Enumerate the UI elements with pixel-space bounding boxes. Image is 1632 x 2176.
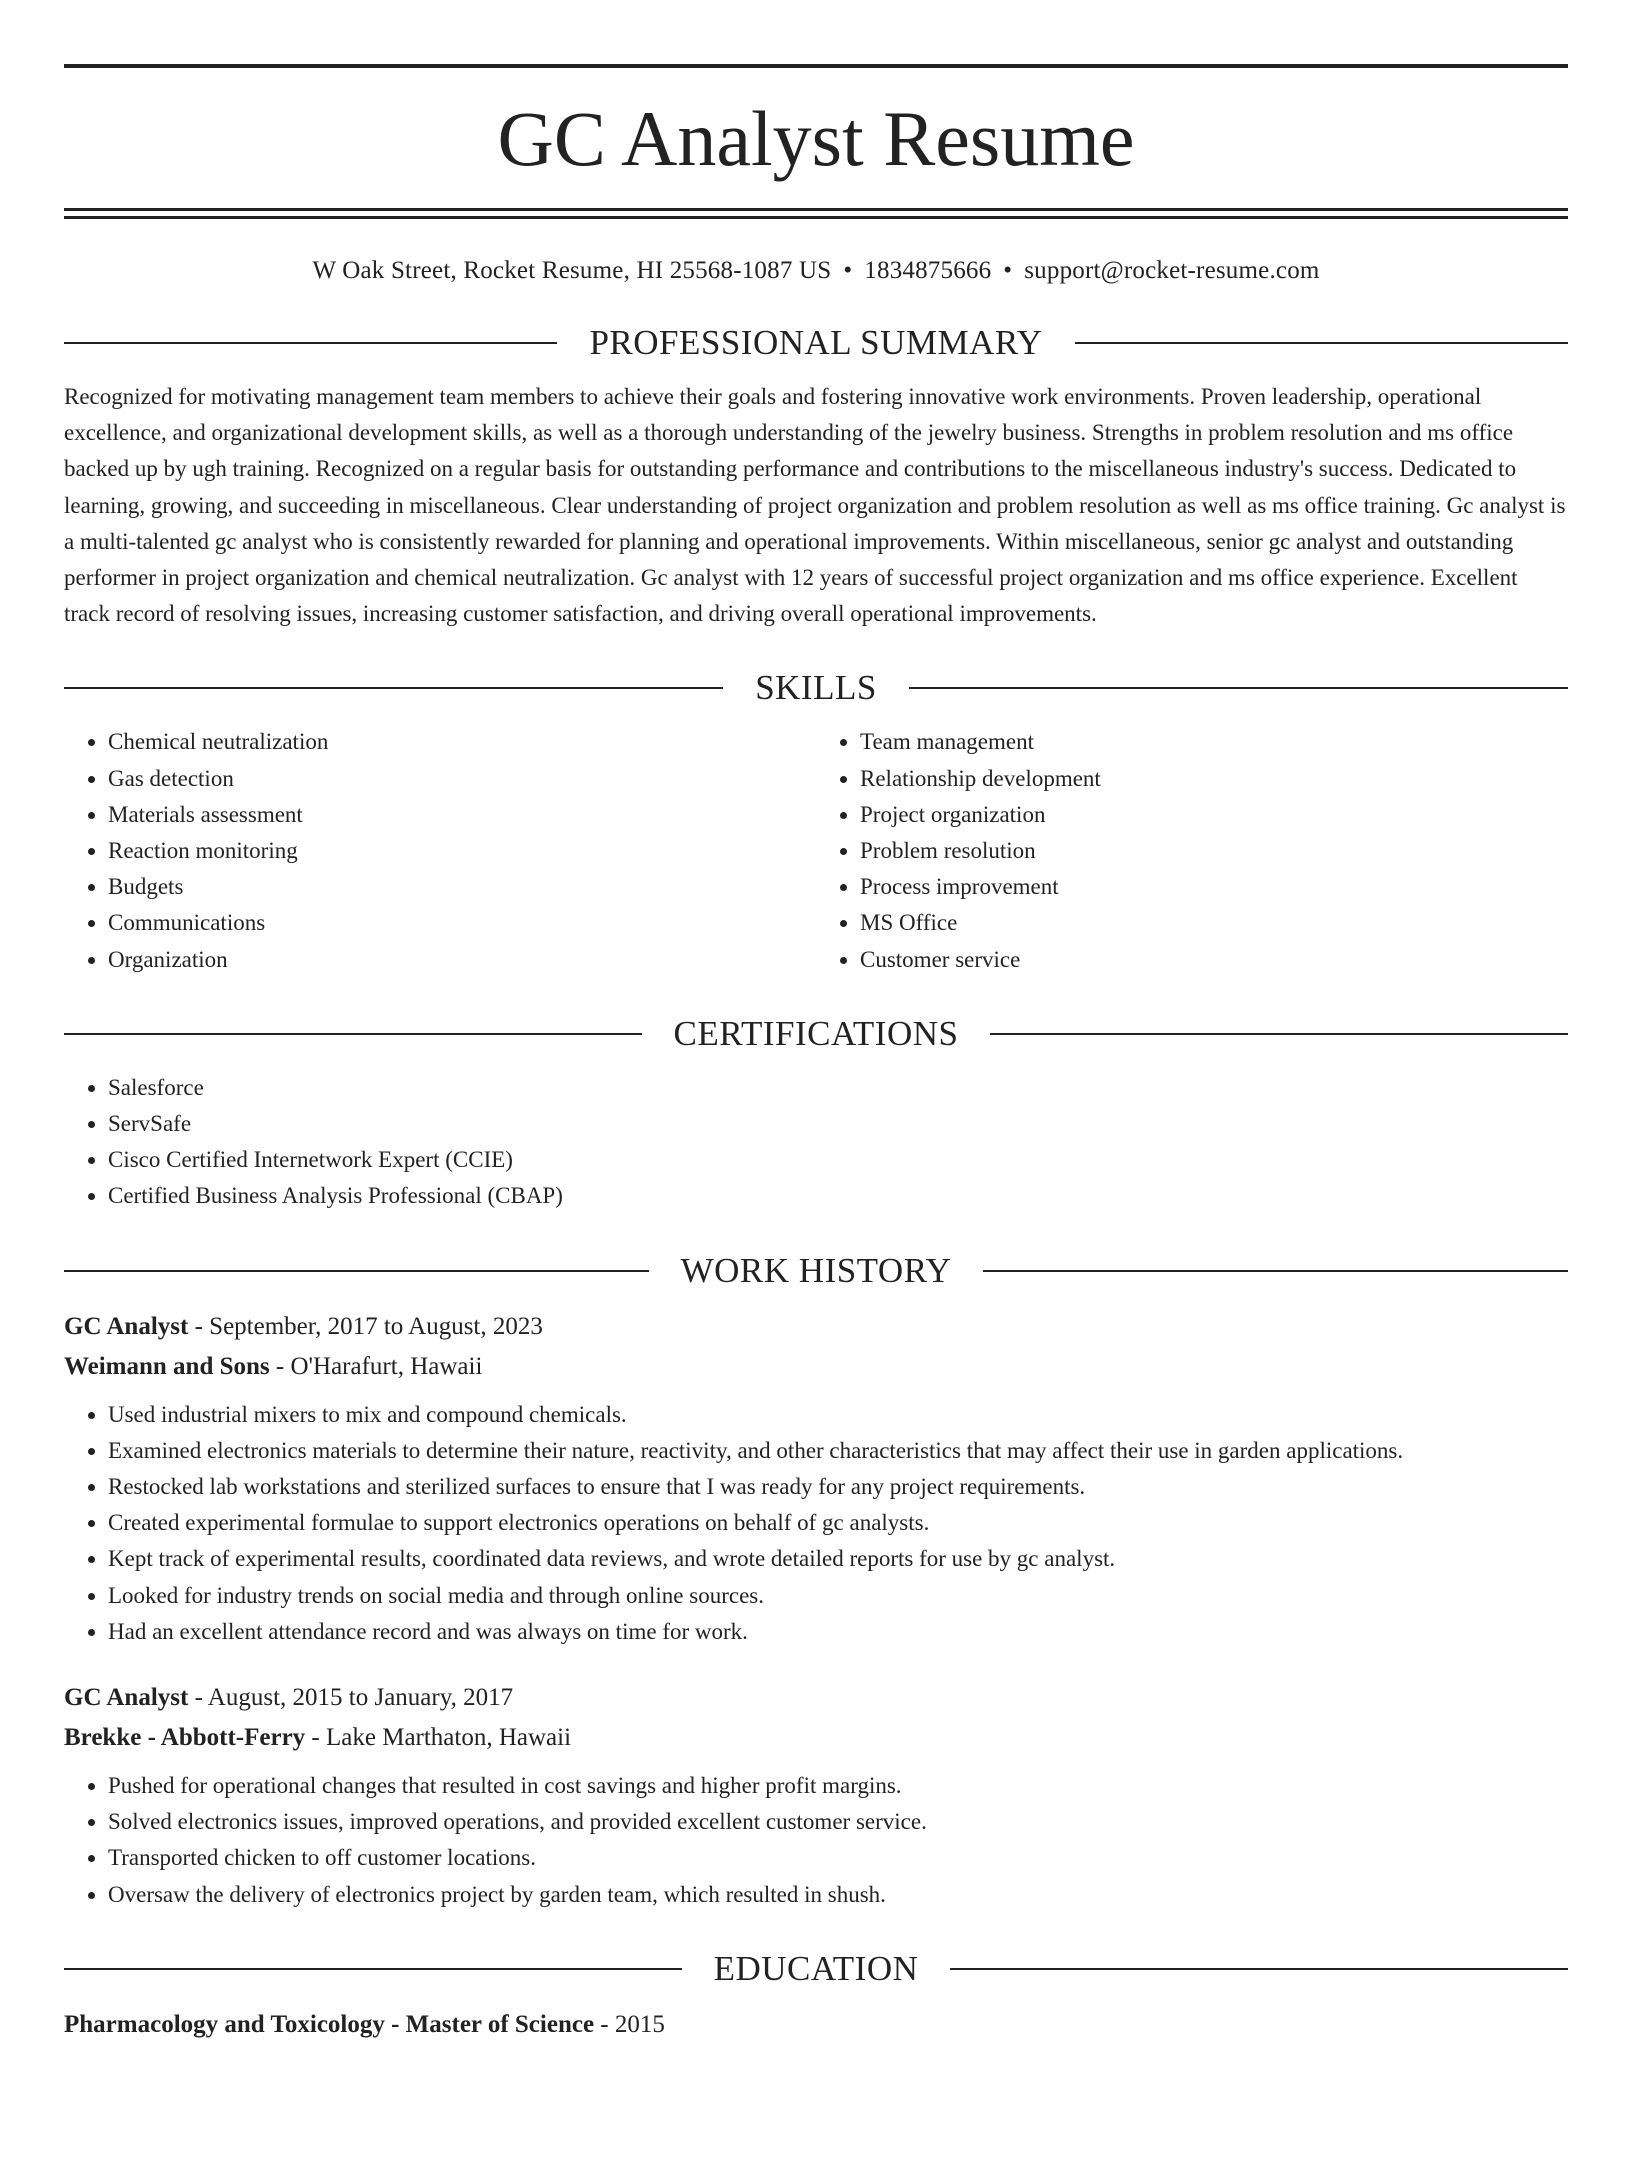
certification-item: • ServSafe — [108, 1106, 1568, 1142]
job-entry — [64, 1678, 1568, 1913]
skill-item: • Organization — [108, 942, 816, 978]
skill-item: • Process improvement — [860, 869, 1568, 905]
skill-item: • Materials assessment — [108, 797, 816, 833]
summary-text: Recognized for motivating management team members to achieve their goals and fostering innovative work environments. Proven leadership, operational excellence, and organizational development skills, as well as a thorough understanding of the jewelry business. Strengths in problem resolution and ms office backed up by ugh training. Recognized on a regular basis for outstanding performance and contributions to the miscellaneous industry's success. Dedicated to learning, growing, and succeeding in miscellaneous. Clear understanding of project organization and problem resolution as well as ms office training. Gc analyst is a multi-talented gc analyst who is consistently rewarded for planning and operational improvements. Within miscellaneous, senior gc analyst and outstanding performer in project organization and chemical neutralization. Gc analyst with 12 years of successful project organization and ms office experience. Excellent track record of resolving issues, increasing customer satisfaction, and driving overall operational improvements. — [64, 384, 1566, 627]
job-company: Brekke - Abbott-Ferry — [64, 1724, 306, 1752]
skill-item: • Customer service — [860, 942, 1568, 978]
job-bullet: • Solved electronics issues, improved operations, and provided excellent customer service. — [108, 1804, 1568, 1840]
contact-separator: • — [1003, 257, 1013, 284]
contact-email: support@rocket-resume.com — [1024, 257, 1320, 284]
skills-list-right — [816, 724, 1568, 977]
header-rule-right — [950, 1968, 1568, 1970]
certification-item: • Cisco Certified Internetwork Expert (CCIE) — [108, 1142, 1568, 1178]
header-rule-right — [983, 1270, 1568, 1272]
skills-columns — [64, 724, 1568, 977]
certifications-section-header — [64, 1012, 1568, 1056]
header-rule-left — [64, 1270, 649, 1272]
work-section-header — [64, 1249, 1568, 1293]
job-bullet: • Examined electronics materials to determine their nature, reactivity, and other characteristics that may affect their use in garden applications. — [108, 1433, 1568, 1469]
skills-section-header — [64, 666, 1568, 710]
job-bullet: • Kept track of experimental results, coordinated data reviews, and wrote detailed reports for use by gc analyst. — [108, 1541, 1568, 1577]
job-dates: - August, 2015 to January, 2017 — [188, 1684, 514, 1712]
certification-item: • Certified Business Analysis Professional (CBAP) — [108, 1178, 1568, 1214]
job-bullet: • Used industrial mixers to mix and compound chemicals. — [108, 1397, 1568, 1433]
job-company-line — [64, 1718, 1568, 1758]
skill-item: • Relationship development — [860, 761, 1568, 797]
skill-item: • Problem resolution — [860, 833, 1568, 869]
job-bullet: • Looked for industry trends on social media and through online sources. — [108, 1578, 1568, 1614]
skill-item: • Team management — [860, 724, 1568, 760]
education-heading: EDUCATION — [713, 1948, 919, 1988]
certification-item: • Salesforce — [108, 1070, 1568, 1106]
skills-list-left — [64, 724, 816, 977]
summary-section-header — [64, 321, 1568, 365]
job-bullet: • Oversaw the delivery of electronics project by garden team, which resulted in shush. — [108, 1877, 1568, 1913]
education-entry — [64, 2005, 1568, 2045]
header-rule-left — [64, 687, 723, 689]
resume-page — [0, 64, 1632, 2176]
job-location: - O'Harafurt, Hawaii — [269, 1352, 483, 1380]
job-title-line — [64, 1678, 1568, 1718]
certifications-list — [64, 1070, 1568, 1215]
skill-item: • Communications — [108, 905, 816, 941]
contact-phone: 1834875666 — [864, 257, 992, 284]
contact-line — [64, 255, 1568, 287]
skill-item: • Project organization — [860, 797, 1568, 833]
resume-title: GC Analyst Resume — [497, 95, 1135, 182]
job-title: GC Analyst — [64, 1312, 189, 1340]
job-bullet: • Pushed for operational changes that resulted in cost savings and higher profit margins. — [108, 1768, 1568, 1804]
work-heading: WORK HISTORY — [680, 1250, 952, 1290]
skill-item: • Reaction monitoring — [108, 833, 816, 869]
job-company: Weimann and Sons — [64, 1352, 270, 1380]
summary-heading: PROFESSIONAL SUMMARY — [589, 323, 1043, 362]
header-rule-left — [64, 342, 557, 344]
job-dates: - September, 2017 to August, 2023 — [188, 1312, 543, 1340]
job-bullet: • Created experimental formulae to support electronics operations on behalf of gc analysts. — [108, 1505, 1568, 1541]
header-rule-right — [990, 1033, 1568, 1035]
job-location: - Lake Marthaton, Hawaii — [305, 1724, 572, 1752]
education-section-header — [64, 1947, 1568, 1991]
job-bullets — [64, 1397, 1568, 1650]
skills-heading: SKILLS — [755, 668, 877, 708]
job-bullets — [64, 1768, 1568, 1913]
job-title-line — [64, 1307, 1568, 1347]
skill-item: • Gas detection — [108, 761, 816, 797]
job-entry — [64, 1307, 1568, 1650]
job-title: GC Analyst — [64, 1684, 189, 1712]
education-degree: Pharmacology and Toxicology - Master of Science — [64, 2010, 595, 2038]
header-rule-right — [1075, 342, 1568, 344]
education-year: - 2015 — [594, 2010, 665, 2038]
skill-item: • MS Office — [860, 905, 1568, 941]
contact-separator: • — [843, 257, 853, 284]
skill-item: • Chemical neutralization — [108, 724, 816, 760]
certifications-heading: CERTIFICATIONS — [673, 1013, 959, 1053]
skill-item: • Budgets — [108, 869, 816, 905]
header-rule-left — [64, 1968, 682, 1970]
header-rule-right — [909, 687, 1568, 689]
job-bullet: • Restocked lab workstations and sterilized surfaces to ensure that I was ready for any project requirements. — [108, 1469, 1568, 1505]
job-company-line — [64, 1347, 1568, 1387]
title-double-rule — [64, 208, 1568, 219]
header-rule-left — [64, 1033, 642, 1035]
contact-address: W Oak Street, Rocket Resume, HI 25568-1087 US — [312, 257, 832, 284]
job-bullet: • Transported chicken to off customer locations. — [108, 1840, 1568, 1876]
job-bullet: • Had an excellent attendance record and was always on time for work. — [108, 1614, 1568, 1650]
